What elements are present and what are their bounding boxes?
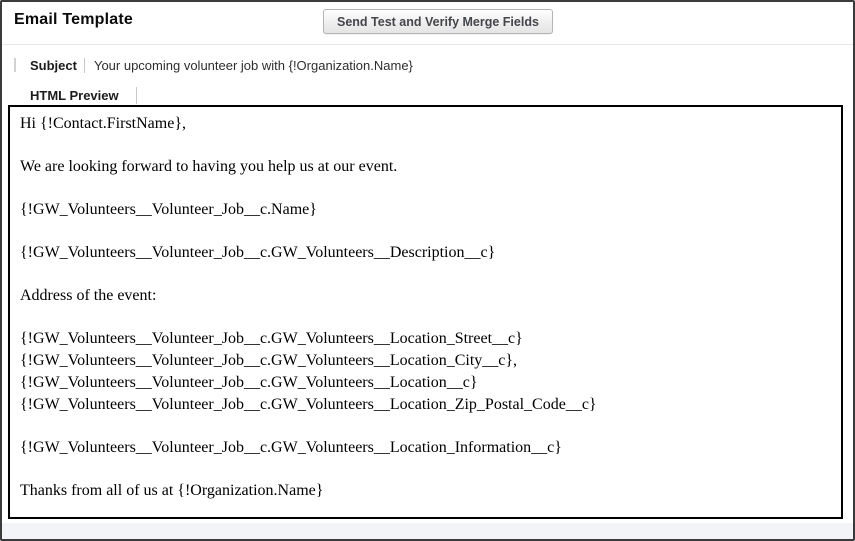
tab-html-preview[interactable]: HTML Preview bbox=[30, 87, 119, 103]
subject-separator bbox=[84, 58, 85, 73]
subject-label: Subject bbox=[30, 57, 77, 73]
page-title: Email Template bbox=[14, 11, 133, 28]
merge-field-description: {!GW_Volunteers__Volunteer_Job__c.GW_Volunteers__Description__c} bbox=[20, 244, 496, 261]
merge-field-location-street: {!GW_Volunteers__Volunteer_Job__c.GW_Volunteers__Location_Street__c} bbox=[20, 330, 523, 347]
bottom-strip bbox=[2, 522, 853, 539]
subject-value: Your upcoming volunteer job with {!Organization.Name} bbox=[93, 57, 413, 73]
tab-divider bbox=[136, 87, 137, 104]
merge-field-location-information: {!GW_Volunteers__Volunteer_Job__c.GW_Volunteers__Location_Information__c} bbox=[20, 439, 562, 456]
merge-field-location-city: {!GW_Volunteers__Volunteer_Job__c.GW_Volunteers__Location_City__c}, bbox=[20, 352, 518, 369]
merge-field-job-name: {!GW_Volunteers__Volunteer_Job__c.Name} bbox=[20, 201, 317, 218]
address-block bbox=[20, 328, 831, 416]
merge-field-location: {!GW_Volunteers__Volunteer_Job__c.GW_Volunteers__Location__c} bbox=[20, 374, 478, 391]
subject-left-divider bbox=[14, 58, 16, 72]
header-divider bbox=[2, 44, 853, 45]
merge-field-location-zip: {!GW_Volunteers__Volunteer_Job__c.GW_Volunteers__Location_Zip_Postal_Code__c} bbox=[20, 396, 597, 413]
html-preview-pane bbox=[8, 105, 843, 519]
tab-row bbox=[30, 86, 137, 104]
email-greeting: Hi {!Contact.FirstName}, bbox=[20, 115, 186, 132]
address-heading: Address of the event: bbox=[20, 287, 157, 304]
subject-row bbox=[14, 56, 413, 74]
email-intro: We are looking forward to having you help us at our event. bbox=[20, 158, 398, 175]
email-closing: Thanks from all of us at {!Organization.Name} bbox=[20, 482, 324, 499]
send-test-and-verify-merge-fields-button[interactable]: Send Test and Verify Merge Fields bbox=[323, 9, 553, 34]
